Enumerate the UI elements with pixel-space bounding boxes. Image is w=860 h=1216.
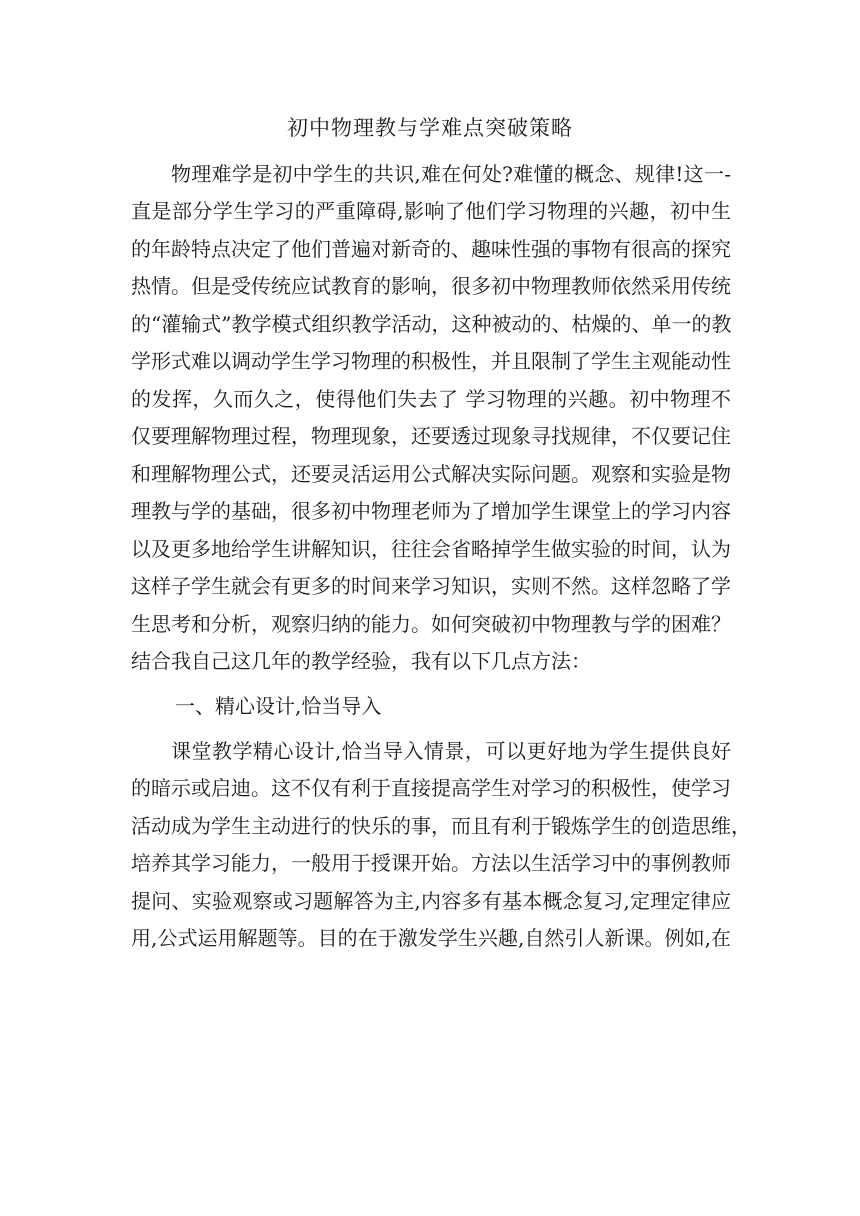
text-line: 以及更多地给学生讲解知识，往往会省略掉学生做实验的时间，认为 xyxy=(131,537,731,561)
text-line: 用,公式运用解题等。目的在于激发学生兴趣,自然引人新课。例如,在 xyxy=(131,926,731,950)
text-line: 理教与学的基础，很多初中物理老师为了增加学生课堂上的学习内容 xyxy=(131,499,731,523)
text-line: 活动成为学生主动进行的快乐的事，而且有利于锻炼学生的创造思维， xyxy=(131,814,751,838)
text-line: 的发挥，久而久之，使得他们失去了 学习物理的兴趣。初中物理不 xyxy=(131,387,731,411)
text-line: 仅要理解物理过程，物理现象，还要透过现象寻找规律，不仅要记住 xyxy=(131,424,731,448)
text-line: 学形式难以调动学生学习物理的积极性，并且限制了学生主观能动性 xyxy=(131,349,731,373)
text-line: 结合我自己这几年的教学经验，我有以下几点方法： xyxy=(131,649,591,673)
text-line: 培养其学习能力，一般用于授课开始。方法以生活学习中的事例教师 xyxy=(131,851,731,875)
text-line: 物理难学是初中学生的共识,难在何处?难懂的概念、规律!这一- xyxy=(171,162,731,186)
text-line: 提问、实验观察或习题解答为主,内容多有基本概念复习,定理定律应 xyxy=(131,889,731,913)
text-line: 的“灌输式”教学模式组织教学活动，这种被动的、枯燥的、单一的教 xyxy=(131,312,732,336)
text-line: 生思考和分析，观察归纳的能力。如何突破初中物理教与学的困难？ xyxy=(131,612,731,636)
text-line: 直是部分学生学习的严重障碍,影响了他们学习物理的兴趣，初中生 xyxy=(131,199,731,223)
text-line: 这样子学生就会有更多的时间来学习知识，实则不然。这样忽略了学 xyxy=(131,574,731,598)
text-line: 热情。但是受传统应试教育的影响，很多初中物理教师依然采用传统 xyxy=(131,274,731,298)
text-line: 和理解物理公式，还要灵活运用公式解决实际问题。观察和实验是物 xyxy=(131,462,731,486)
section-heading: 一、精心设计,恰当导入 xyxy=(175,694,382,718)
text-line: 的年龄特点决定了他们普遍对新奇的、趣味性强的事物有很高的探究 xyxy=(131,237,731,261)
text-line: 的暗示或启迪。这不仅有利于直接提高学生对学习的积极性，使学习 xyxy=(131,776,731,800)
document-title: 初中物理教与学难点突破策略 xyxy=(287,116,573,140)
text-line: 课堂教学精心设计,恰当导入情景，可以更好地为学生提供良好 xyxy=(171,739,731,763)
